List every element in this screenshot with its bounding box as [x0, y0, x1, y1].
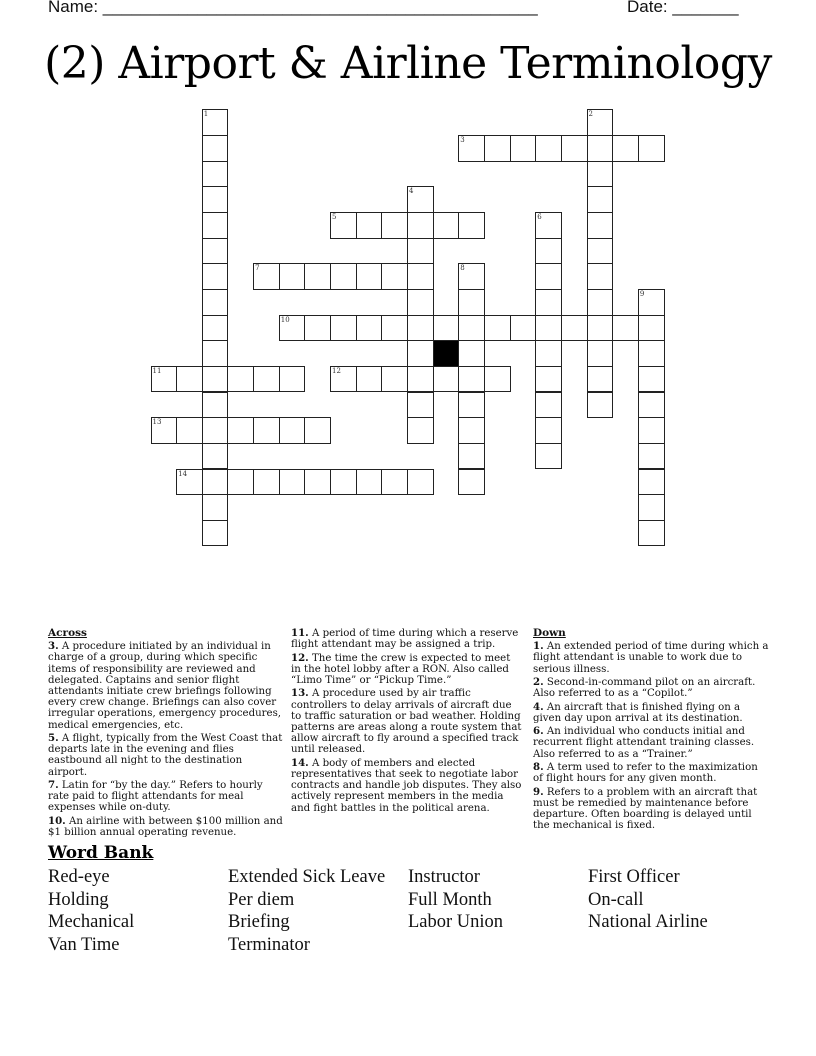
crossword-cell[interactable] [176, 469, 203, 496]
crossword-cell[interactable] [535, 238, 562, 265]
crossword-cell[interactable] [458, 340, 485, 367]
clue-across-10 [48, 816, 284, 838]
crossword-cell[interactable] [202, 392, 229, 419]
clue-number: 13. [291, 687, 309, 700]
crossword-cell[interactable] [535, 135, 562, 162]
crossword-cell[interactable] [381, 212, 408, 239]
crossword-cell[interactable] [279, 417, 306, 444]
crossword-cell[interactable] [407, 392, 434, 419]
crossword-cell[interactable] [535, 417, 562, 444]
crossword-cell[interactable] [535, 340, 562, 367]
crossword-cell[interactable] [587, 109, 614, 136]
crossword-cell[interactable] [433, 212, 460, 239]
crossword-cell[interactable] [407, 366, 434, 393]
clue-text: An individual who conducts initial and recurrent flight attendant training classes. Also referred to as a “Trainer.” [533, 726, 755, 760]
crossword-cell[interactable] [638, 520, 665, 547]
crossword-cell[interactable] [587, 340, 614, 367]
crossword-cell[interactable] [279, 263, 306, 290]
clue-number: 4. [533, 700, 544, 713]
clue-number: 3. [48, 640, 59, 653]
crossword-cell[interactable] [330, 366, 357, 393]
crossword-cell[interactable] [638, 289, 665, 316]
cell-number: 9 [639, 289, 645, 298]
crossword-cell[interactable] [484, 135, 511, 162]
crossword-cell[interactable] [638, 443, 665, 470]
crossword-cell[interactable] [176, 366, 203, 393]
crossword-cell[interactable] [587, 161, 614, 188]
clue-text: A term used to refer to the maximization of flight hours for any given month. [533, 761, 758, 785]
crossword-cell[interactable] [407, 289, 434, 316]
crossword-cell[interactable] [330, 212, 357, 239]
clue-number: 14. [291, 756, 309, 769]
clue-across-11 [291, 628, 523, 650]
crossword-cell[interactable] [587, 392, 614, 419]
word-bank-item: Full Month [408, 889, 492, 910]
cell-number: 12 [332, 366, 341, 375]
cell-number: 4 [409, 187, 414, 196]
down-clues-column [533, 628, 769, 834]
clue-across-3 [48, 641, 284, 731]
crossword-cell[interactable] [638, 469, 665, 496]
crossword-cell[interactable] [253, 417, 280, 444]
clue-down-9 [533, 787, 769, 832]
across-heading: Across [48, 627, 87, 639]
crossword-cell[interactable] [407, 263, 434, 290]
crossword-cell[interactable] [407, 417, 434, 444]
cell-number: 10 [280, 315, 290, 324]
crossword-cell[interactable] [638, 315, 665, 342]
crossword-cell[interactable] [202, 520, 229, 547]
crossword-cell[interactable] [202, 315, 229, 342]
crossword-cell[interactable] [458, 289, 485, 316]
crossword-cell[interactable] [381, 263, 408, 290]
crossword-cell[interactable] [356, 469, 383, 496]
crossword-cell[interactable] [612, 135, 639, 162]
crossword-cell[interactable] [381, 469, 408, 496]
crossword-cell[interactable] [227, 366, 254, 393]
crossword-cell[interactable] [612, 315, 639, 342]
clue-text: Second-in-command pilot on an aircraft. Also referred to as a “Copilot.” [533, 677, 756, 700]
cell-number: 8 [460, 264, 465, 273]
crossword-cell[interactable] [510, 315, 537, 342]
crossword-cell[interactable] [433, 315, 460, 342]
clue-across-5 [48, 733, 284, 778]
cell-number: 6 [537, 213, 542, 221]
crossword-cell[interactable] [587, 263, 614, 290]
clue-down-2 [533, 677, 769, 699]
crossword-cell[interactable] [458, 392, 485, 419]
clue-text: An airline with between $100 million and $1 billion annual operating revenue. [48, 815, 283, 839]
crossword-cell[interactable] [535, 366, 562, 393]
crossword-cell[interactable] [458, 443, 485, 470]
clue-text: Refers to a problem with an aircraft that must be remedied by maintenance before departure. Often boarding is delayed until the mechanical is fixed. [533, 786, 758, 832]
crossword-cell[interactable] [458, 135, 485, 162]
crossword-cell[interactable] [587, 315, 614, 342]
crossword-cell[interactable] [227, 417, 254, 444]
crossword-cell[interactable] [535, 443, 562, 470]
crossword-cell[interactable] [458, 366, 485, 393]
crossword-cell[interactable] [202, 238, 229, 265]
clue-across-7 [48, 780, 284, 814]
clue-number: 10. [48, 814, 66, 827]
clue-number: 8. [533, 760, 544, 773]
clue-across-14 [291, 758, 523, 814]
crossword-cell[interactable] [638, 135, 665, 162]
crossword-cell[interactable] [535, 263, 562, 290]
clue-number: 12. [291, 651, 309, 664]
crossword-cell[interactable] [484, 315, 511, 342]
word-bank-item: Holding [48, 889, 109, 910]
crossword-cell[interactable] [407, 238, 434, 265]
crossword-cell[interactable] [253, 366, 280, 393]
crossword-cell[interactable] [279, 469, 306, 496]
clue-number: 9. [533, 785, 544, 798]
clue-text: Latin for “by the day.” Refers to hourly rate paid to flight attendants for meal expenses while on-duty. [48, 780, 263, 814]
word-bank-item: Briefing [228, 912, 290, 933]
clue-across-12 [291, 653, 523, 687]
word-bank-item: Labor Union [408, 912, 504, 933]
crossword-cell[interactable] [202, 289, 229, 316]
clue-down-8 [533, 762, 769, 784]
crossword-cell[interactable] [330, 263, 357, 290]
clue-number: 6. [533, 725, 544, 738]
word-bank-item: First Officer [588, 867, 680, 887]
cell-number: 5 [332, 213, 337, 221]
crossword-cell[interactable] [458, 263, 485, 290]
word-bank-item: National Airline [588, 912, 708, 933]
crossword-cell[interactable] [458, 417, 485, 444]
clue-text: A procedure used by air traffic controllers to delay arrivals of aircraft due to traffic saturation or bad weather. Holding patterns are areas along a route system that allow aircraft to fly around a specified track until released. [291, 688, 522, 756]
down-heading: Down [533, 627, 566, 639]
date-field-label: Date: _______ [627, 0, 739, 16]
name-field-label: Name: ______________________________________________ [48, 0, 538, 16]
word-bank-item: Per diem [228, 889, 295, 910]
clue-down-1 [533, 641, 769, 675]
crossword-cell[interactable] [253, 263, 280, 290]
crossword-cell[interactable] [561, 135, 588, 162]
clue-number: 1. [533, 640, 544, 653]
crossword-cell[interactable] [587, 289, 614, 316]
crossword-cell[interactable] [407, 340, 434, 367]
crossword-cell[interactable] [381, 315, 408, 342]
crossword-cell[interactable] [202, 340, 229, 367]
clue-number: 5. [48, 732, 59, 745]
crossword-cell[interactable] [202, 135, 229, 162]
crossword-cell[interactable] [561, 315, 588, 342]
crossword-cell[interactable] [304, 417, 331, 444]
cell-number: 1 [203, 110, 209, 119]
crossword-cell[interactable] [356, 366, 383, 393]
crossword-cell[interactable] [587, 186, 614, 213]
crossword-cell[interactable] [151, 366, 178, 393]
clue-text: A procedure initiated by an individual in charge of a group, during which specific items of responsibility are reviewed and delegated. Captains and senior flight attendants initiate crew briefings following every crew change. Briefings can also cover irregular operations, emergency procedures, medical emergencies, etc. [48, 641, 282, 731]
across-clues-column-2 [291, 628, 523, 816]
clue-text: A body of members and elected representatives that seek to negotiate labor contracts and handle job disputes. They also actively represent members in the media and fight battles in the political arena. [291, 757, 522, 814]
crossword-cell[interactable] [253, 469, 280, 496]
clue-down-6 [533, 726, 769, 760]
crossword-cell[interactable] [458, 315, 485, 342]
crossword-cell[interactable] [151, 417, 178, 444]
crossword-cell[interactable] [202, 109, 229, 136]
crossword-cell[interactable] [176, 417, 203, 444]
word-bank-item: Red-eye [48, 867, 110, 887]
crossword-cell[interactable] [381, 366, 408, 393]
word-bank-item: Terminator [228, 935, 310, 956]
crossword-cell[interactable] [535, 212, 562, 239]
clue-number: 2. [533, 676, 544, 688]
crossword-cell[interactable] [407, 469, 434, 496]
crossword-cell[interactable] [638, 494, 665, 521]
crossword-cell[interactable] [510, 135, 537, 162]
crossword-cell[interactable] [330, 469, 357, 496]
clue-text: A flight, typically from the West Coast that departs late in the evening and flies eastbound all night to the destination airport. [48, 733, 283, 778]
clue-number: 11. [291, 627, 309, 639]
crossword-cell[interactable] [638, 392, 665, 419]
crossword-cell[interactable] [458, 469, 485, 496]
black-cell [433, 340, 460, 367]
clue-text: The time the crew is expected to meet in the hotel lobby after a RON. Also called “Limo Time” or “Pickup Time.” [291, 652, 511, 686]
crossword-cell[interactable] [587, 366, 614, 393]
word-bank-title: Word Bank [48, 843, 154, 863]
crossword-cell[interactable] [407, 212, 434, 239]
crossword-cell[interactable] [587, 212, 614, 239]
word-bank-item: Instructor [408, 867, 480, 887]
crossword-cell[interactable] [587, 135, 614, 162]
crossword-cell[interactable] [202, 469, 229, 496]
crossword-cell[interactable] [202, 212, 229, 239]
crossword-cell[interactable] [407, 186, 434, 213]
crossword-cell[interactable] [202, 494, 229, 521]
crossword-cell[interactable] [304, 315, 331, 342]
crossword-cell[interactable] [638, 417, 665, 444]
clue-across-13 [291, 688, 523, 755]
crossword-cell[interactable] [458, 212, 485, 239]
cell-number: 2 [588, 110, 594, 119]
cell-number: 3 [460, 136, 465, 145]
crossword-cell[interactable] [484, 366, 511, 393]
crossword-cell[interactable] [356, 263, 383, 290]
crossword-cell[interactable] [356, 212, 383, 239]
crossword-cell[interactable] [433, 366, 460, 393]
crossword-cell[interactable] [535, 315, 562, 342]
crossword-cell[interactable] [638, 366, 665, 393]
word-bank-item: Extended Sick Leave [228, 867, 386, 887]
crossword-cell[interactable] [227, 469, 254, 496]
word-bank-item: Mechanical [48, 912, 135, 933]
across-clues-column-1 [48, 628, 284, 840]
crossword-cell[interactable] [304, 469, 331, 496]
crossword-cell[interactable] [407, 315, 434, 342]
crossword-cell[interactable] [356, 315, 383, 342]
crossword-cell[interactable] [202, 443, 229, 470]
crossword-cell[interactable] [304, 263, 331, 290]
crossword-cell[interactable] [535, 392, 562, 419]
crossword-cell[interactable] [202, 366, 229, 393]
crossword-cell[interactable] [279, 315, 306, 342]
crossword-cell[interactable] [535, 289, 562, 316]
crossword-cell[interactable] [202, 186, 229, 213]
page-title: (2) Airport & Airline Terminology [44, 38, 772, 89]
cell-number: 7 [255, 264, 260, 273]
crossword-cell[interactable] [587, 238, 614, 265]
clue-down-4 [533, 702, 769, 724]
clue-number: 7. [48, 779, 59, 792]
crossword-cell[interactable] [638, 340, 665, 367]
word-bank-list [48, 867, 788, 958]
crossword-cell[interactable] [330, 315, 357, 342]
clue-text: An extended period of time during which a flight attendant is unable to work due to serious illness. [533, 641, 769, 675]
word-bank-item: Van Time [48, 935, 120, 956]
crossword-cell[interactable] [202, 263, 229, 290]
crossword-cell[interactable] [202, 417, 229, 444]
cell-number: 13 [152, 418, 162, 427]
clue-text: An aircraft that is finished flying on a given day upon arrival at its destination. [533, 701, 743, 724]
clue-text: A period of time during which a reserve flight attendant may be assigned a trip. [291, 628, 519, 651]
word-bank-item: On-call [588, 889, 644, 910]
crossword-cell[interactable] [202, 161, 229, 188]
crossword-cell[interactable] [279, 366, 306, 393]
cell-number: 14 [178, 469, 188, 478]
cell-number: 11 [152, 366, 162, 375]
